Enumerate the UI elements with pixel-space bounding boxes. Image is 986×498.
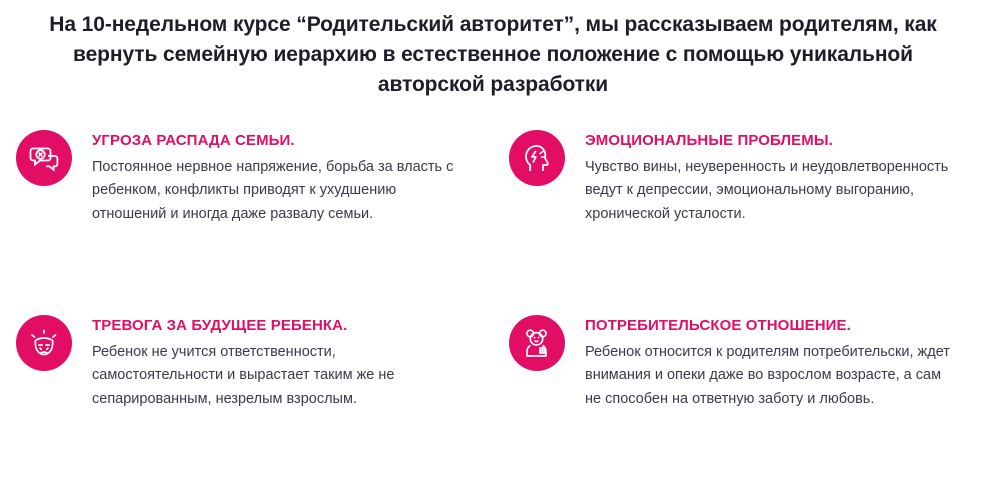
card-body: [585, 128, 956, 226]
card-text: Чувство вины, неуверенность и неудовлетворенность ведут к депрессии, эмоциональному выгоранию, хронической усталости.: [585, 159, 949, 222]
card-text: Ребенок относится к родителям потребительски, ждет внимания и опеки даже во взрослом возрасте, а сам не способен на ответную заботу и любовь.: [585, 344, 950, 407]
card-text: Ребенок не учится ответственности, самостоятельности и вырастает таким же не сепарированным, незрелым взрослым.: [92, 344, 395, 407]
problem-card: [0, 313, 493, 498]
card-body: [92, 313, 463, 411]
card-title: УГРОЗА РАСПАДА СЕМЬИ.: [92, 132, 295, 149]
problem-card: [0, 128, 493, 313]
card-title: ТРЕВОГА ЗА БУДУЩЕЕ РЕБЕНКА.: [92, 317, 348, 334]
card-body: [92, 128, 463, 226]
broken-chat-bubbles-icon: [16, 130, 72, 186]
problem-card: [493, 313, 986, 498]
page-title: На 10-недельном курсе “Родительский авторитет”, мы рассказываем родителям, как вернуть семейную иерархию в естественное положение с помощью уникальной авторской разработки: [49, 13, 937, 96]
head-with-storm-icon: [509, 130, 565, 186]
card-text: Постоянное нервное напряжение, борьба за власть с ребенком, конфликты приводят к ухудшению отношений и иногда даже развалу семьи.: [92, 159, 454, 222]
card-title: ПОТРЕБИТЕЛЬСКОЕ ОТНОШЕНИЕ.: [585, 317, 851, 334]
problem-cards-grid: [0, 128, 986, 498]
card-title: ЭМОЦИОНАЛЬНЫЕ ПРОБЛЕМЫ.: [585, 132, 833, 149]
card-body: [585, 313, 956, 411]
worried-child-face-icon: [16, 315, 72, 371]
teddy-bear-icon: [509, 315, 565, 371]
problem-card: [493, 128, 986, 313]
